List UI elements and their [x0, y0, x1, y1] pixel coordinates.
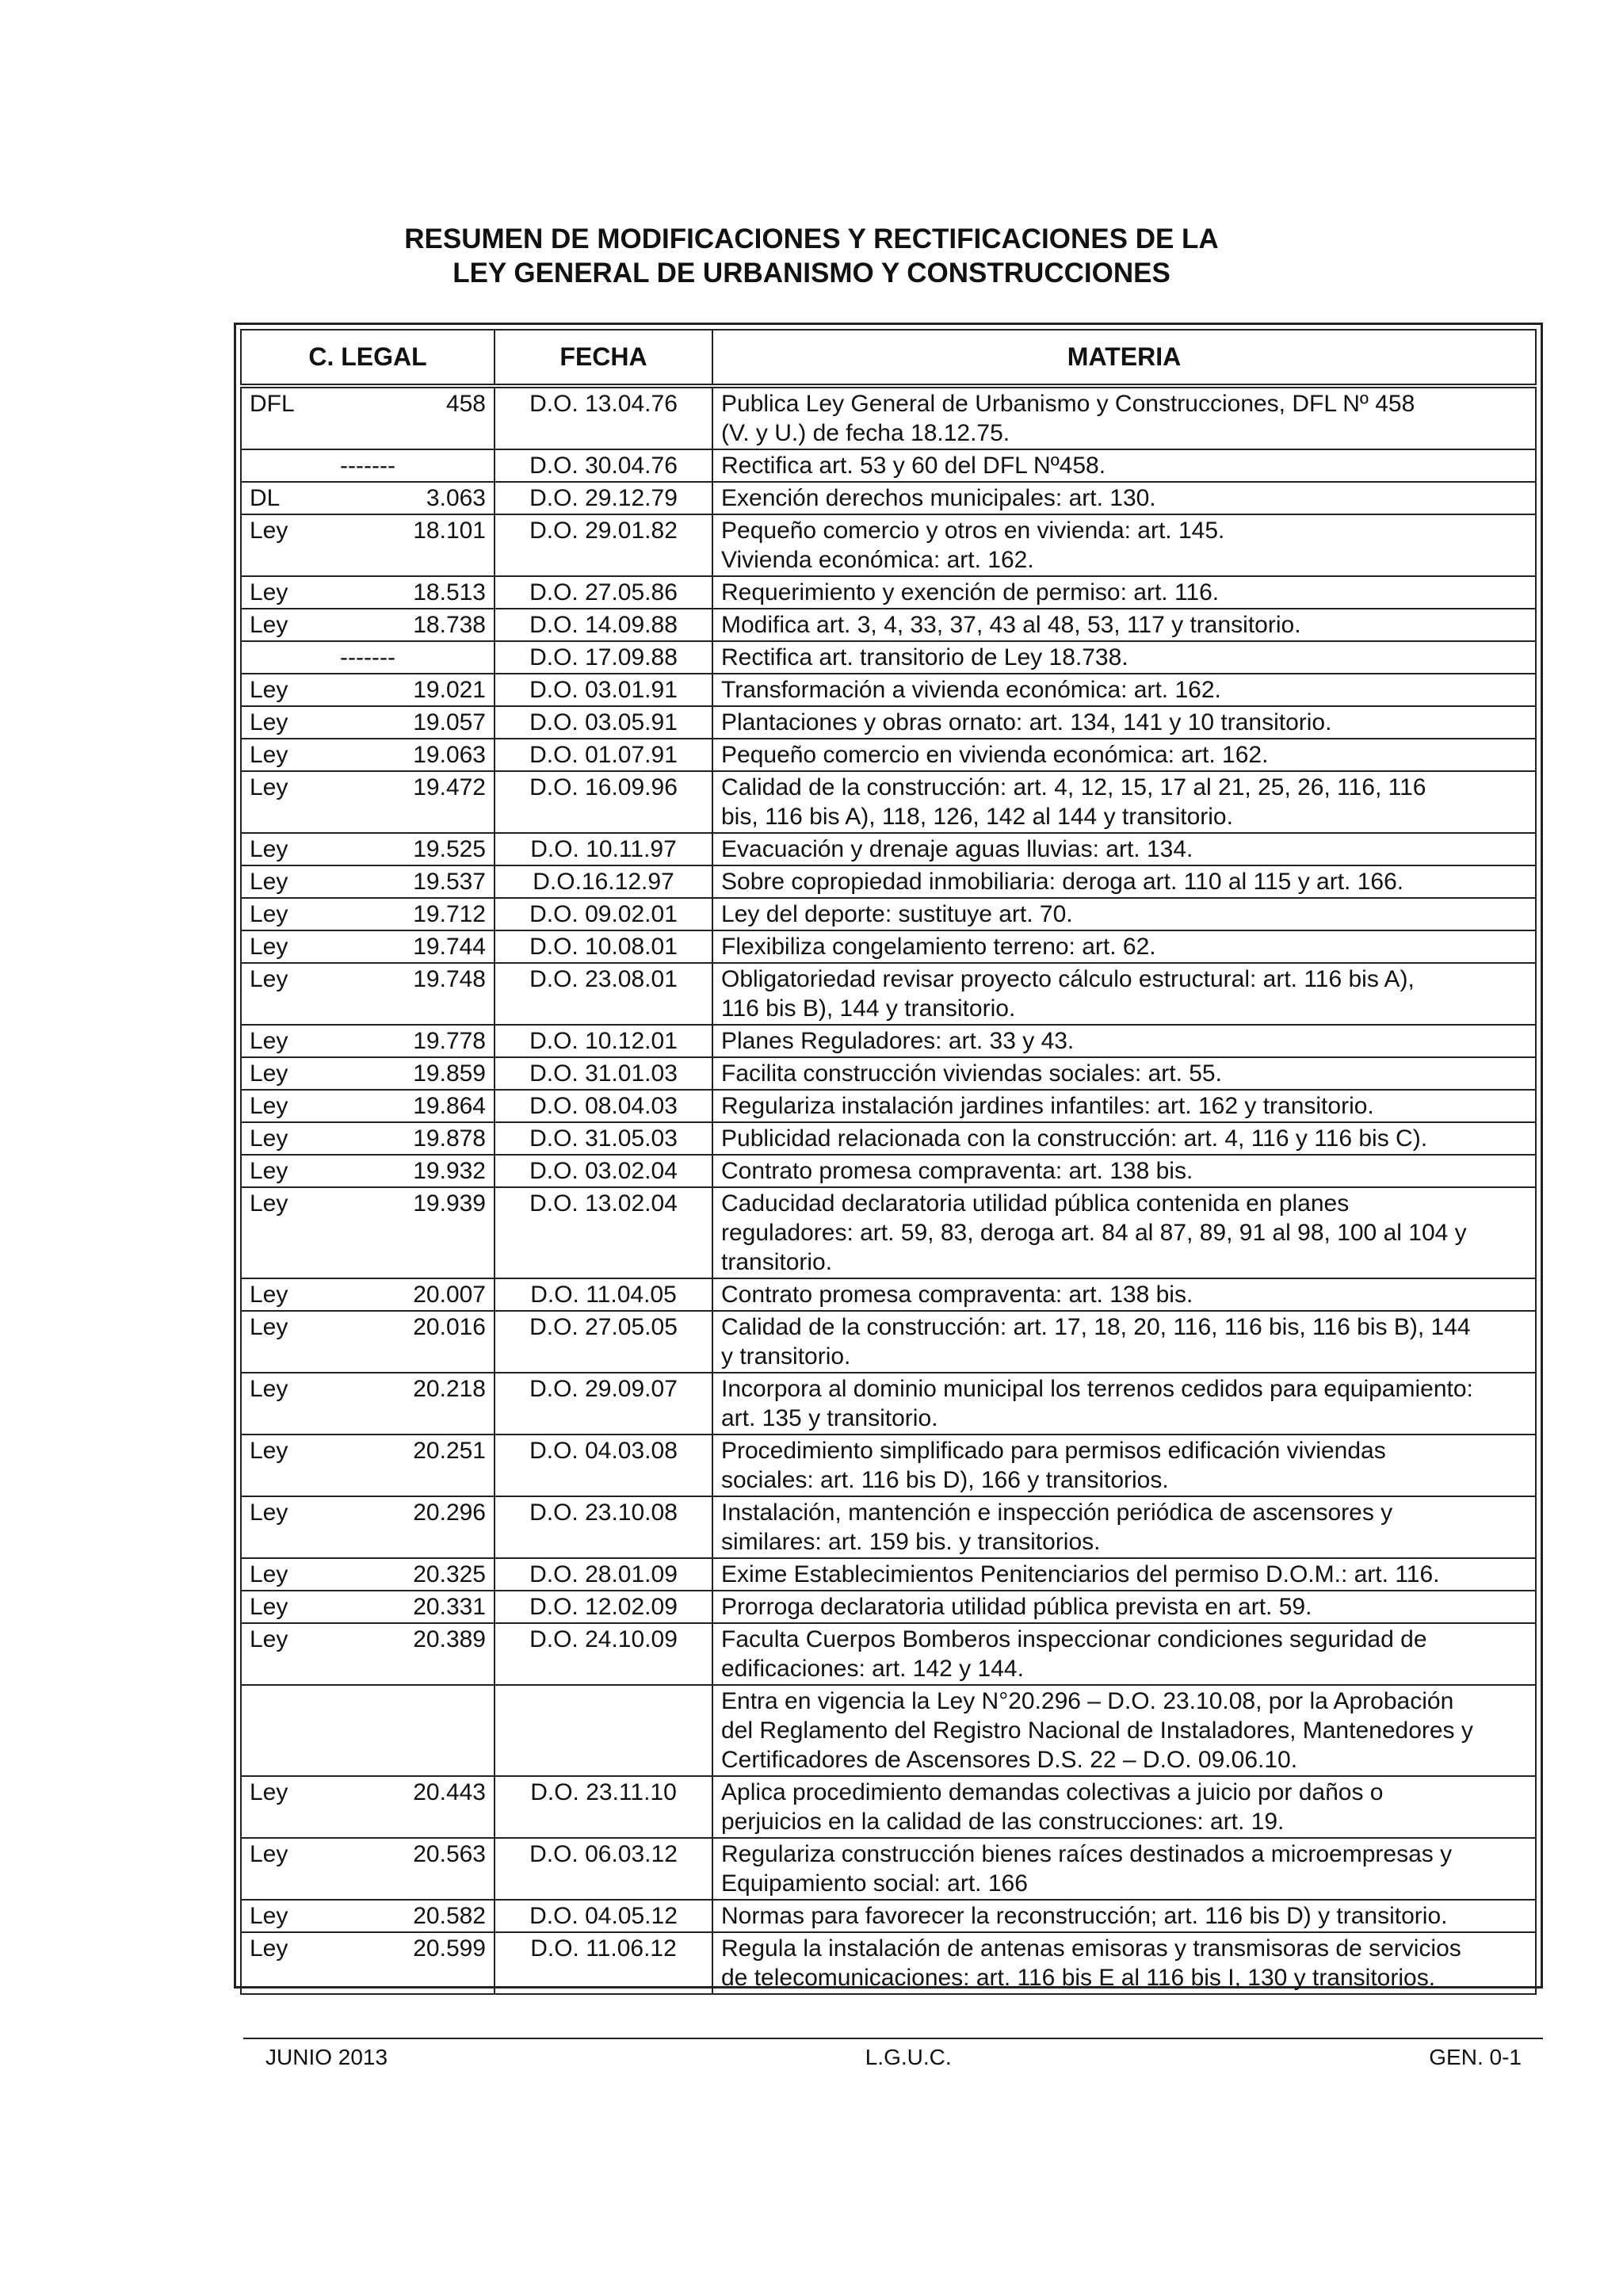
cell-c-legal — [241, 1591, 495, 1623]
materia-line: Evacuación y drenaje aguas lluvias: art. 134. — [721, 836, 1193, 862]
cell-materia — [712, 1057, 1536, 1090]
legal-number: 20.007 — [413, 1282, 486, 1308]
cell-c-legal — [241, 1057, 495, 1090]
cell-c-legal — [241, 641, 495, 674]
legal-type: Ley — [250, 934, 288, 960]
materia-line: Regulariza instalación jardines infantiles: art. 162 y transitorio. — [721, 1093, 1374, 1119]
table-row — [241, 1155, 1536, 1187]
footer-code: L.G.U.C. — [865, 2045, 952, 2069]
cell-c-legal — [241, 1025, 495, 1057]
cell-fecha: D.O. 30.04.76 — [495, 449, 712, 482]
table-row — [241, 1496, 1536, 1558]
materia-line: Calidad de la construcción: art. 4, 12, 15, 17 al 21, 25, 26, 116, 116 — [721, 774, 1426, 800]
legal-type: Ley — [250, 518, 288, 544]
cell-fecha: D.O. 11.04.05 — [495, 1278, 712, 1311]
legal-number: 19.864 — [413, 1093, 486, 1119]
cell-fecha: D.O. 10.11.97 — [495, 833, 712, 865]
materia-line: del Reglamento del Registro Nacional de Instaladores, Mantenedores y — [721, 1717, 1473, 1744]
cell-fecha: D.O. 13.02.04 — [495, 1187, 712, 1278]
cell-c-legal — [241, 1776, 495, 1838]
cell-c-legal — [241, 963, 495, 1025]
legal-type: Ley — [250, 742, 288, 768]
table-row — [241, 1122, 1536, 1155]
cell-materia — [712, 739, 1536, 771]
legal-type: Ley — [250, 1060, 288, 1087]
cell-materia — [712, 1155, 1536, 1187]
cell-fecha — [495, 1685, 712, 1776]
cell-materia — [712, 449, 1536, 482]
cell-c-legal — [241, 706, 495, 739]
cell-c-legal — [241, 771, 495, 833]
cell-materia — [712, 865, 1536, 898]
cell-materia — [712, 706, 1536, 739]
legal-type: Ley — [250, 677, 288, 703]
materia-line: de telecomunicaciones: art. 116 bis E al 116 bis I, 130 y transitorios. — [721, 1965, 1436, 1991]
cell-fecha: D.O. 29.01.82 — [495, 514, 712, 576]
legal-type: Ley — [250, 1438, 288, 1464]
materia-line: Facilita construcción viviendas sociales: art. 55. — [721, 1060, 1222, 1087]
cell-fecha: D.O. 27.05.05 — [495, 1311, 712, 1373]
materia-line: Modifica art. 3, 4, 33, 37, 43 al 48, 53, 117 y transitorio. — [721, 612, 1301, 638]
materia-line: Publica Ley General de Urbanismo y Construcciones, DFL Nº 458 — [721, 391, 1415, 417]
cell-fecha: D.O. 04.05.12 — [495, 1900, 712, 1932]
cell-materia — [712, 609, 1536, 641]
table-row — [241, 1623, 1536, 1685]
legal-number: 19.712 — [413, 901, 486, 927]
cell-c-legal — [241, 482, 495, 514]
cell-materia — [712, 930, 1536, 963]
legal-number: 18.513 — [413, 579, 486, 606]
materia-line: Certificadores de Ascensores D.S. 22 – D.O. 09.06.10. — [721, 1747, 1298, 1773]
legal-type: Ley — [250, 579, 288, 606]
materia-line: similares: art. 159 bis. y transitorios. — [721, 1529, 1101, 1555]
materia-line: Planes Reguladores: art. 33 y 43. — [721, 1028, 1075, 1054]
materia-line: Faculta Cuerpos Bomberos inspeccionar condiciones seguridad de — [721, 1626, 1427, 1652]
table-row — [241, 576, 1536, 609]
legal-type: Ley — [250, 1841, 288, 1867]
table-row — [241, 1776, 1536, 1838]
materia-line: art. 135 y transitorio. — [721, 1405, 938, 1431]
materia-line: Equipamiento social: art. 166 — [721, 1870, 1028, 1897]
table-row — [241, 833, 1536, 865]
legal-number: 19.878 — [413, 1125, 486, 1152]
cell-c-legal — [241, 1311, 495, 1373]
cell-materia — [712, 1278, 1536, 1311]
cell-materia — [712, 1496, 1536, 1558]
legal-type: Ley — [250, 1282, 288, 1308]
legal-number: 20.389 — [413, 1626, 486, 1652]
cell-fecha: D.O. 09.02.01 — [495, 898, 712, 930]
legal-type: Ley — [250, 612, 288, 638]
cell-c-legal — [241, 576, 495, 609]
legal-number: 19.472 — [413, 774, 486, 800]
table-row — [241, 706, 1536, 739]
materia-line: Exención derechos municipales: art. 130. — [721, 485, 1156, 511]
materia-line: Requerimiento y exención de permiso: art. 116. — [721, 579, 1220, 606]
legal-type: Ley — [250, 1903, 288, 1929]
cell-c-legal — [241, 1900, 495, 1932]
table-header-row — [241, 330, 1536, 386]
cell-c-legal — [241, 1496, 495, 1558]
cell-materia — [712, 1591, 1536, 1623]
title-line-2: LEY GENERAL DE URBANISMO Y CONSTRUCCIONES — [453, 258, 1170, 288]
cell-materia — [712, 1435, 1536, 1496]
legal-type: Ley — [250, 1376, 288, 1402]
materia-line: Ley del deporte: sustituye art. 70. — [721, 901, 1073, 927]
table-row — [241, 1311, 1536, 1373]
legal-type: Ley — [250, 1935, 288, 1962]
cell-materia — [712, 1685, 1536, 1776]
cell-fecha: D.O. 31.05.03 — [495, 1122, 712, 1155]
table-row — [241, 482, 1536, 514]
cell-materia — [712, 641, 1536, 674]
header-fecha: FECHA — [495, 330, 712, 386]
legal-number: 19.778 — [413, 1028, 486, 1054]
legal-number: 19.021 — [413, 677, 486, 703]
legal-type: Ley — [250, 1093, 288, 1119]
footer-page: GEN. 0-1 — [1429, 2045, 1522, 2069]
materia-line: Rectifica art. 53 y 60 del DFL Nº458. — [721, 453, 1106, 479]
cell-fecha: D.O. 24.10.09 — [495, 1623, 712, 1685]
title-line-1: RESUMEN DE MODIFICACIONES Y RECTIFICACIONES DE LA — [404, 223, 1219, 254]
cell-materia — [712, 1187, 1536, 1278]
legal-type: Ley — [250, 1125, 288, 1152]
legal-type: Ley — [250, 869, 288, 895]
materia-line: bis, 116 bis A), 118, 126, 142 al 144 y transitorio. — [721, 804, 1233, 830]
materia-line: perjuicios en la calidad de las construcciones: art. 19. — [721, 1809, 1285, 1835]
cell-fecha: D.O. 11.06.12 — [495, 1932, 712, 1994]
legal-type: Ley — [250, 1561, 288, 1587]
materia-line: Obligatoriedad revisar proyecto cálculo estructural: art. 116 bis A), — [721, 966, 1415, 992]
table-row — [241, 1838, 1536, 1900]
legal-type: Ley — [250, 1779, 288, 1805]
cell-c-legal — [241, 1623, 495, 1685]
cell-fecha: D.O. 08.04.03 — [495, 1090, 712, 1122]
cell-fecha: D.O. 31.01.03 — [495, 1057, 712, 1090]
cell-fecha: D.O. 27.05.86 — [495, 576, 712, 609]
header-c-legal: C. LEGAL — [241, 330, 495, 386]
table-body — [241, 386, 1536, 1994]
table-row — [241, 674, 1536, 706]
legal-number: 20.325 — [413, 1561, 486, 1587]
cell-materia — [712, 1838, 1536, 1900]
legal-number: 20.599 — [413, 1935, 486, 1962]
materia-line: Pequeño comercio en vivienda económica: art. 162. — [721, 742, 1269, 768]
legal-number: 19.859 — [413, 1060, 486, 1087]
cell-c-legal — [241, 930, 495, 963]
cell-materia — [712, 674, 1536, 706]
materia-line: Regula la instalación de antenas emisoras y transmisoras de servicios — [721, 1935, 1461, 1962]
cell-fecha: D.O. 28.01.09 — [495, 1558, 712, 1591]
cell-fecha: D.O. 10.12.01 — [495, 1025, 712, 1057]
cell-fecha: D.O. 23.10.08 — [495, 1496, 712, 1558]
table-row — [241, 1558, 1536, 1591]
materia-line: Contrato promesa compraventa: art. 138 bis. — [721, 1282, 1193, 1308]
legal-type: Ley — [250, 774, 288, 800]
cell-materia — [712, 1900, 1536, 1932]
header-materia: MATERIA — [712, 330, 1536, 386]
legal-type: Ley — [250, 709, 288, 735]
materia-line: Flexibiliza congelamiento terreno: art. 62. — [721, 934, 1156, 960]
materia-line: Publicidad relacionada con la construcción: art. 4, 116 y 116 bis C). — [721, 1125, 1428, 1152]
cell-fecha: D.O. 13.04.76 — [495, 386, 712, 449]
cell-materia — [712, 1090, 1536, 1122]
materia-line: sociales: art. 116 bis D), 166 y transitorios. — [721, 1467, 1169, 1493]
cell-fecha: D.O. 29.09.07 — [495, 1373, 712, 1435]
legal-number: 18.101 — [413, 518, 486, 544]
table-row — [241, 1025, 1536, 1057]
cell-fecha: D.O. 10.08.01 — [495, 930, 712, 963]
legal-number: 458 — [445, 391, 486, 417]
cell-materia — [712, 898, 1536, 930]
table-row — [241, 641, 1536, 674]
cell-fecha: D.O.16.12.97 — [495, 865, 712, 898]
cell-fecha: D.O. 03.05.91 — [495, 706, 712, 739]
legal-number: 20.251 — [413, 1438, 486, 1464]
legal-type: ------- — [340, 453, 395, 479]
legal-type: Ley — [250, 901, 288, 927]
materia-line: y transitorio. — [721, 1343, 851, 1370]
legal-number: 20.331 — [413, 1594, 486, 1620]
cell-c-legal — [241, 1155, 495, 1187]
cell-materia — [712, 576, 1536, 609]
legal-type: Ley — [250, 836, 288, 862]
table-row — [241, 1057, 1536, 1090]
cell-fecha: D.O. 01.07.91 — [495, 739, 712, 771]
legal-number: 20.016 — [413, 1314, 486, 1340]
cell-c-legal — [241, 1932, 495, 1994]
materia-line: Plantaciones y obras ornato: art. 134, 141 y 10 transitorio. — [721, 709, 1332, 735]
cell-c-legal — [241, 1187, 495, 1278]
cell-c-legal — [241, 1373, 495, 1435]
materia-line: Prorroga declaratoria utilidad pública prevista en art. 59. — [721, 1594, 1312, 1620]
table-row — [241, 1278, 1536, 1311]
modifications-table — [240, 329, 1537, 1995]
materia-line: Transformación a vivienda económica: art. 162. — [721, 677, 1221, 703]
table-row — [241, 1373, 1536, 1435]
legal-number: 20.582 — [413, 1903, 486, 1929]
cell-materia — [712, 1025, 1536, 1057]
table-row — [241, 1685, 1536, 1776]
legal-number: 19.525 — [413, 836, 486, 862]
legal-type: DFL — [250, 391, 295, 417]
materia-line: edificaciones: art. 142 y 144. — [721, 1656, 1024, 1682]
table-row — [241, 1591, 1536, 1623]
legal-type: Ley — [250, 1626, 288, 1652]
legal-type: Ley — [250, 1190, 288, 1217]
table-row — [241, 739, 1536, 771]
materia-line: (V. y U.) de fecha 18.12.75. — [721, 420, 1010, 446]
table-row — [241, 1090, 1536, 1122]
cell-fecha: D.O. 17.09.88 — [495, 641, 712, 674]
legal-number: 19.537 — [413, 869, 486, 895]
cell-materia — [712, 514, 1536, 576]
cell-c-legal — [241, 898, 495, 930]
cell-c-legal — [241, 1090, 495, 1122]
table-row — [241, 1187, 1536, 1278]
materia-line: Contrato promesa compraventa: art. 138 bis. — [721, 1158, 1193, 1184]
materia-line: Sobre copropiedad inmobiliaria: deroga art. 110 al 115 y art. 166. — [721, 869, 1404, 895]
legal-type: ------- — [340, 644, 395, 670]
cell-materia — [712, 1122, 1536, 1155]
materia-line: 116 bis B), 144 y transitorio. — [721, 995, 1016, 1022]
cell-c-legal — [241, 1435, 495, 1496]
materia-line: Incorpora al dominio municipal los terrenos cedidos para equipamiento: — [721, 1376, 1473, 1402]
materia-line: reguladores: art. 59, 83, deroga art. 84 al 87, 89, 91 al 98, 100 al 104 y — [721, 1220, 1467, 1246]
legal-type: Ley — [250, 1158, 288, 1184]
cell-materia — [712, 482, 1536, 514]
legal-number: 19.748 — [413, 966, 486, 992]
materia-line: Normas para favorecer la reconstrucción; art. 116 bis D) y transitorio. — [721, 1903, 1448, 1929]
materia-line: Entra en vigencia la Ley N°20.296 – D.O. 23.10.08, por la Aprobación — [721, 1688, 1454, 1714]
table-row — [241, 386, 1536, 449]
cell-c-legal — [241, 1278, 495, 1311]
cell-c-legal — [241, 833, 495, 865]
table-row — [241, 898, 1536, 930]
cell-c-legal — [241, 865, 495, 898]
cell-c-legal — [241, 739, 495, 771]
materia-line: Aplica procedimiento demandas colectivas a juicio por daños o — [721, 1779, 1384, 1805]
cell-c-legal — [241, 609, 495, 641]
footer-date: JUNIO 2013 — [265, 2045, 388, 2069]
cell-c-legal — [241, 674, 495, 706]
legal-type: Ley — [250, 1499, 288, 1526]
legal-number: 19.057 — [413, 709, 486, 735]
cell-c-legal — [241, 1558, 495, 1591]
legal-number: 20.296 — [413, 1499, 486, 1526]
table-row — [241, 865, 1536, 898]
legal-number: 3.063 — [426, 485, 486, 511]
legal-number: 20.563 — [413, 1841, 486, 1867]
cell-fecha: D.O. 16.09.96 — [495, 771, 712, 833]
cell-fecha: D.O. 03.02.04 — [495, 1155, 712, 1187]
legal-type: Ley — [250, 966, 288, 992]
materia-line: Calidad de la construcción: art. 17, 18, 20, 116, 116 bis, 116 bis B), 144 — [721, 1314, 1471, 1340]
cell-materia — [712, 833, 1536, 865]
cell-c-legal — [241, 514, 495, 576]
table-row — [241, 771, 1536, 833]
cell-c-legal — [241, 1838, 495, 1900]
cell-fecha: D.O. 29.12.79 — [495, 482, 712, 514]
cell-fecha: D.O. 23.11.10 — [495, 1776, 712, 1838]
cell-c-legal — [241, 449, 495, 482]
materia-line: Procedimiento simplificado para permisos edificación viviendas — [721, 1438, 1386, 1464]
materia-line: Pequeño comercio y otros en vivienda: art. 145. — [721, 518, 1225, 544]
table-row — [241, 609, 1536, 641]
cell-fecha: D.O. 14.09.88 — [495, 609, 712, 641]
cell-fecha: D.O. 23.08.01 — [495, 963, 712, 1025]
cell-materia — [712, 386, 1536, 449]
table-row — [241, 963, 1536, 1025]
materia-line: Instalación, mantención e inspección periódica de ascensores y — [721, 1499, 1393, 1526]
materia-line: Exime Establecimientos Penitenciarios del permiso D.O.M.: art. 116. — [721, 1561, 1440, 1587]
cell-materia — [712, 1932, 1536, 1994]
cell-fecha: D.O. 06.03.12 — [495, 1838, 712, 1900]
cell-fecha: D.O. 03.01.91 — [495, 674, 712, 706]
cell-materia — [712, 1373, 1536, 1435]
materia-line: Vivienda económica: art. 162. — [721, 547, 1034, 573]
table-row — [241, 1435, 1536, 1496]
legal-number: 19.063 — [413, 742, 486, 768]
legal-number: 18.738 — [413, 612, 486, 638]
legal-type: Ley — [250, 1314, 288, 1340]
cell-materia — [712, 1558, 1536, 1591]
page-title — [0, 222, 1623, 290]
table-row — [241, 514, 1536, 576]
legal-number: 19.939 — [413, 1190, 486, 1217]
page-footer — [265, 2045, 1522, 2070]
table-row — [241, 449, 1536, 482]
cell-materia — [712, 771, 1536, 833]
table-row — [241, 930, 1536, 963]
materia-line: Rectifica art. transitorio de Ley 18.738. — [721, 644, 1128, 670]
legal-type: Ley — [250, 1028, 288, 1054]
materia-line: transitorio. — [721, 1249, 833, 1275]
table-row — [241, 1900, 1536, 1932]
cell-materia — [712, 1311, 1536, 1373]
cell-materia — [712, 1776, 1536, 1838]
legal-type: DL — [250, 485, 281, 511]
cell-c-legal — [241, 1122, 495, 1155]
table-row — [241, 1932, 1536, 1994]
cell-c-legal — [241, 386, 495, 449]
materia-line: Regulariza construcción bienes raíces destinados a microempresas y — [721, 1841, 1453, 1867]
materia-line: Caducidad declaratoria utilidad pública contenida en planes — [721, 1190, 1350, 1217]
cell-fecha: D.O. 12.02.09 — [495, 1591, 712, 1623]
legal-type: Ley — [250, 1594, 288, 1620]
legal-number: 20.218 — [413, 1376, 486, 1402]
cell-materia — [712, 963, 1536, 1025]
legal-number: 19.744 — [413, 934, 486, 960]
footer-rule — [243, 2038, 1543, 2039]
legal-number: 20.443 — [413, 1779, 486, 1805]
legal-number: 19.932 — [413, 1158, 486, 1184]
cell-fecha: D.O. 04.03.08 — [495, 1435, 712, 1496]
cell-c-legal — [241, 1685, 495, 1776]
cell-materia — [712, 1623, 1536, 1685]
